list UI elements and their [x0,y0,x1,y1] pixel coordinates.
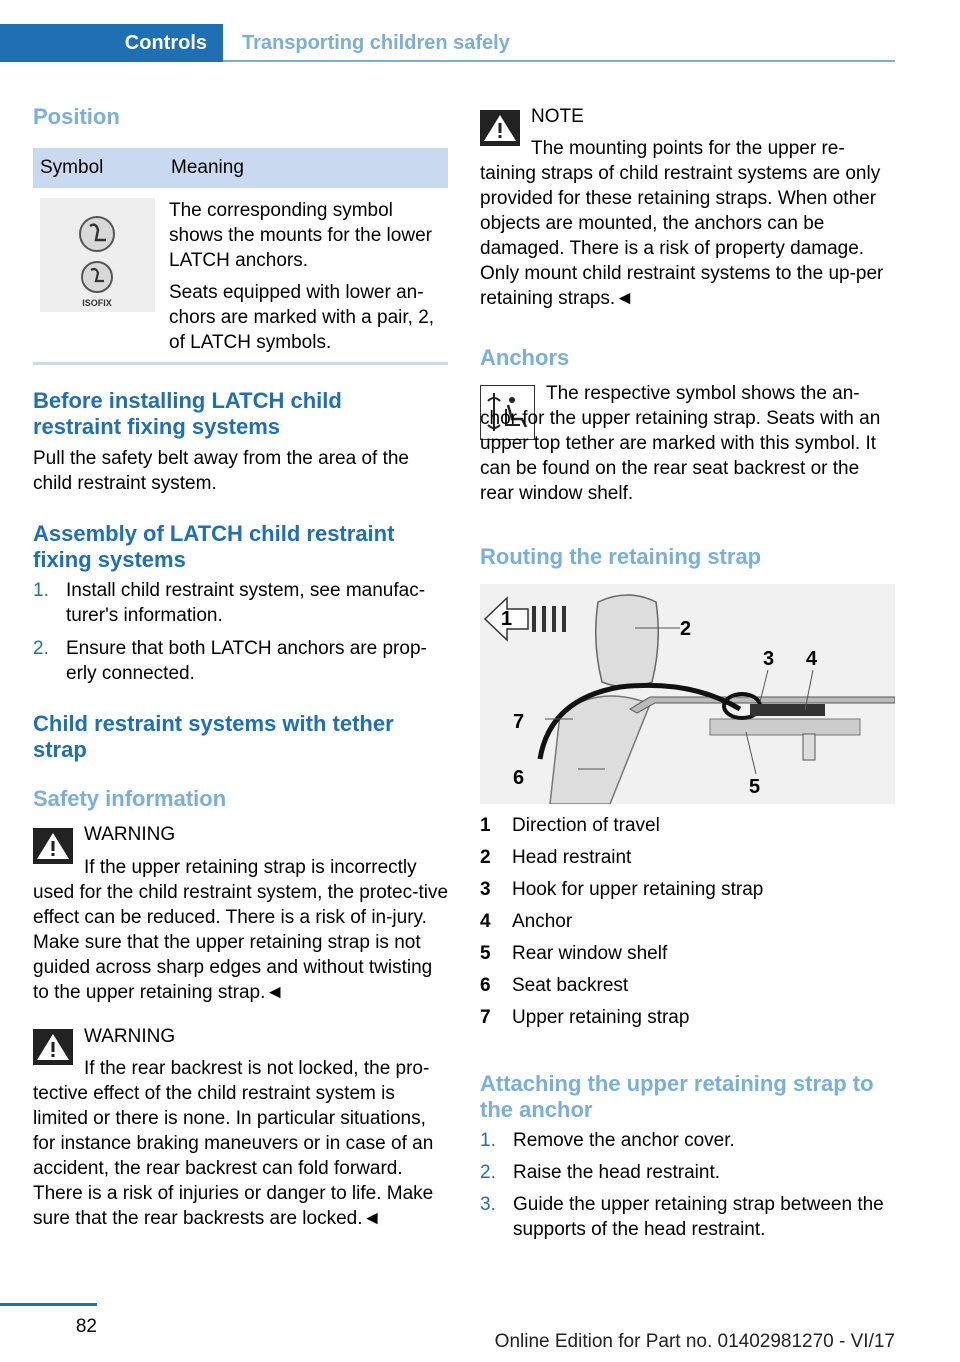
header-bar [0,24,895,62]
figure-label: 7 [513,711,525,733]
table-row [33,188,448,362]
section-title: Transporting children safely [242,31,510,54]
list-item: 1. Remove the anchor cover. [480,1130,735,1151]
warning1-label: WARNING [84,824,176,845]
edition-text: Online Edition for Part no. 01402981270 - VI/17 [494,1331,895,1352]
legend-item: 4 Anchor [480,911,573,932]
isofix-symbol-image [40,198,155,312]
symbol-table [33,148,448,365]
figure-label: 1 [501,608,513,630]
figure-legend [480,815,895,1039]
legend-item: 6 Seat backrest [480,975,629,996]
anchors-heading: Anchors [480,345,570,370]
safety-heading: Safety information [33,786,227,811]
attaching-list [480,1128,895,1242]
assembly-heading: Assembly of LATCH child restraint fixing systems [33,521,395,572]
table-header [33,148,448,188]
warning2-text: If the rear backrest is not locked, the pro-tective effect of the child restraint system is limited or there is none. In particular situations, for instance braking maneuvers or in case of an accident, the rear backrest can fold forward. There is a risk of injuries or danger to life. Make sure that the rear backrests are locked.◄ [33,1058,434,1229]
meaning-text-2: Seats equipped with lower an-chors are marked with a pair, 2, of LATCH symbols. [169,282,435,353]
list-item: 3. Guide the upper retaining strap between the supports of the head restraint. [480,1194,884,1240]
figure-label: 3 [763,648,775,670]
list-item: 2. Raise the head restraint. [480,1162,721,1183]
list-item: 2. Ensure that both LATCH anchors are prop-erly connected. [33,638,427,684]
figure-label: 5 [749,776,761,798]
assembly-list [33,578,448,686]
anchors-text-block [480,381,895,506]
anchors-text: The respective symbol shows the an-chor for the upper retaining strap. Seats with an upper top tether are marked with this symbol. It can be found on the rear seat backrest or the rear window shelf. [480,383,881,504]
header-divider [223,60,895,62]
figure-label: 6 [513,767,525,789]
table-bottom-rule [33,362,448,365]
tab-controls[interactable]: Controls [0,24,223,62]
table-col-symbol: Symbol [40,157,104,178]
meaning-text-1: The corresponding symbol shows the mounts for the lower LATCH anchors. [169,200,432,271]
routing-heading: Routing the retaining strap [480,544,762,569]
legend-item: 3 Hook for upper retaining strap [480,879,764,900]
routing-figure [480,584,895,804]
warning2-label: WARNING [84,1026,176,1047]
before-heading: Before installing LATCH child restraint fixing systems [33,388,342,439]
attaching-heading: Attaching the upper retaining strap to the anchor [480,1071,874,1122]
note-text: The mounting points for the upper re-taining straps of child restraint systems are only provided for these retaining straps. When other objects are mounted, the anchors can be damaged. There is a risk of property damage. Only mount child restraint systems to the up-per retaining straps.◄ [480,138,884,309]
tether-heading: Child restraint systems with tether strap [33,711,394,762]
footer-rule [0,1303,97,1306]
page-number: 82 [75,1316,97,1337]
head-restraint-shape [596,595,659,687]
legend-item: 7 Upper retaining strap [480,1007,690,1028]
warning1-text: If the upper retaining strap is incorrectly used for the child restraint system, the protec-tive effect can be reduced. There is a risk of in-jury. Make sure that the upper retaining strap is not guided across sharp edges and without twisting to the upper retaining strap.◄ [33,857,449,1003]
isofix-label: ISOFIX [82,298,112,308]
before-text: Pull the safety belt away from the area of the child restraint system. [33,448,409,494]
note-label: NOTE [531,106,584,127]
list-item: 1. Install child restraint system, see manufac-turer's information. [33,580,426,626]
legend-item: 2 Head restraint [480,847,632,868]
legend-item: 1 Direction of travel [480,815,660,836]
figure-label: 2 [680,618,692,640]
table-col-meaning: Meaning [171,157,244,178]
legend-item: 5 Rear window shelf [480,943,668,964]
position-heading: Position [33,104,120,129]
figure-label: 4 [806,648,818,670]
